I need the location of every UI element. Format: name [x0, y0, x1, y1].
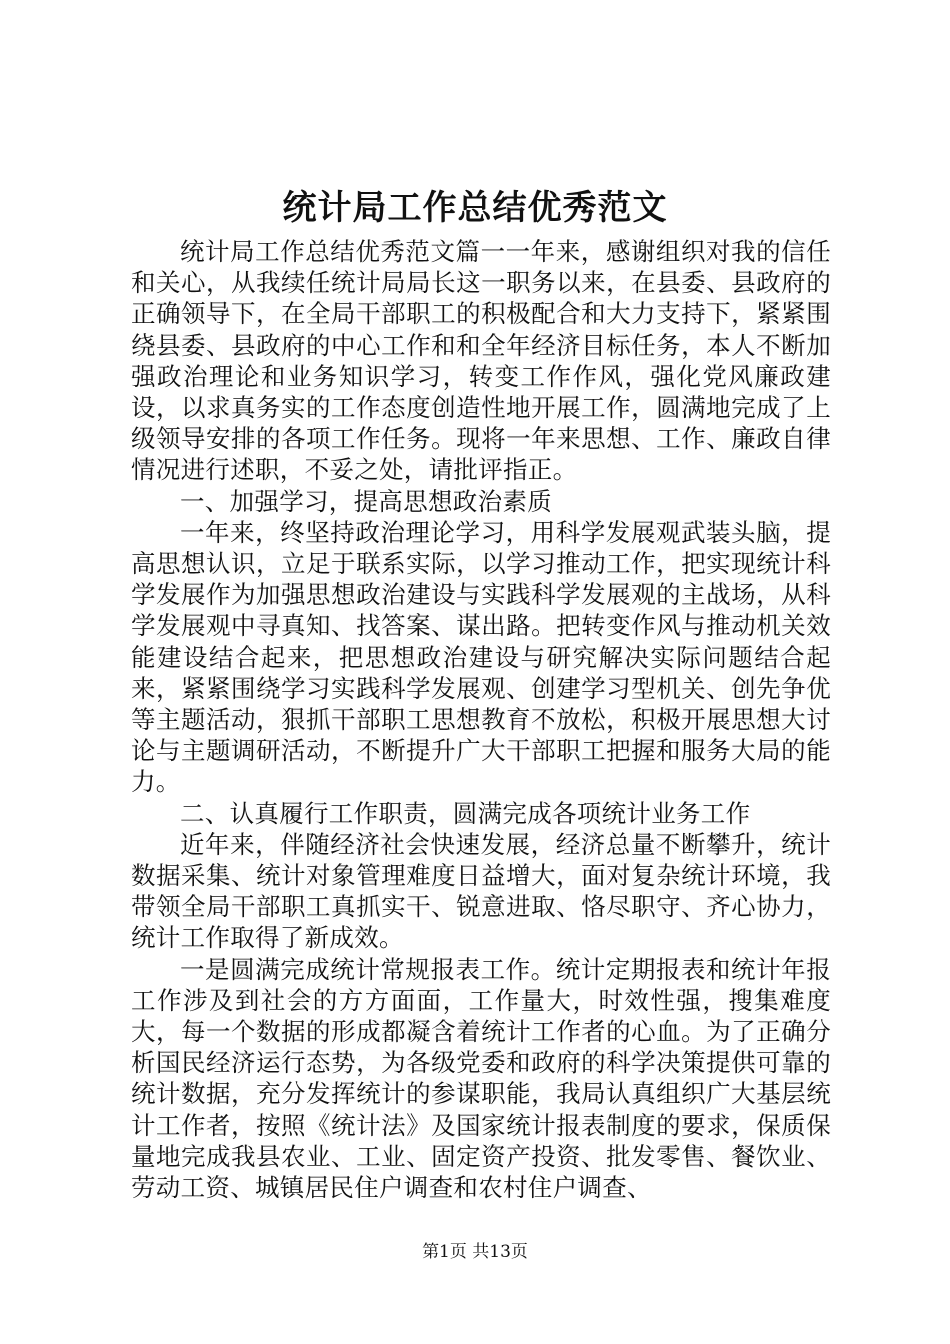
paragraph-reports: 一是圆满完成统计常规报表工作。统计定期报表和统计年报工作涉及到社会的方方面面，工作量大，时效性强，搜集难度大，每一个数据的形成都凝含着统计工作者的心血。为了正确分析国民经济运行态势，为各级党委和政府的科学决策提供可靠的统计数据，充分发挥统计的参谋职能，我局认真组织广大基层统计工作者，按照《统计法》及国家统计报表制度的要求，保质保量地完成我县农业、工业、固定资产投资、批发零售、餐饮业、劳动工资、城镇居民住户调查和农村住户调查、 — [131, 954, 831, 1203]
section-heading-1: 一、加强学习，提高思想政治素质 — [180, 486, 552, 516]
document-title: 统计局工作总结优秀范文 — [282, 188, 668, 228]
paragraph-intro: 统计局工作总结优秀范文篇一一年来，感谢组织对我的信任和关心，从我续任统计局局长这一职务以来，在县委、县政府的正确领导下，在全局干部职工的积极配合和大力支持下，紧紧围绕县委、县政府的中心工作和和全年经济目标任务，本人不断加强政治理论和业务知识学习，转变工作作风，强化党风廉政建设，以求真务实的工作态度创造性地开展工作，圆满地完成了上级领导安排的各项工作任务。现将一年来思想、工作、廉政自律情况进行述职，不妥之处，请批评指正。 — [131, 237, 831, 485]
page-number-footer: 第1页 共13页 — [422, 1242, 528, 1262]
paragraph-study: 一年来，终坚持政治理论学习，用科学发展观武装头脑，提高思想认识，立足于联系实际，以学习推动工作，把实现统计科学发展作为加强思想政治建设与实践科学发展观的主战场，从科学发展观中寻真知、找答案、谋出路。把转变作风与推动机关效能建设结合起来，把思想政治建设与研究解决实际问题结合起来，紧紧围绕学习实践科学发展观、创建学习型机关、创先争优等主题活动，狠抓干部职工思想教育不放松，积极开展思想大讨论与主题调研活动，不断提升广大干部职工把握和服务大局的能力。 — [131, 517, 831, 797]
section-heading-2: 二、认真履行工作职责，圆满完成各项统计业务工作 — [180, 798, 751, 828]
document-body — [131, 236, 831, 1203]
paragraph-recent-years: 近年来，伴随经济社会快速发展，经济总量不断攀升，统计数据采集、统计对象管理难度日益增大，面对复杂统计环境，我带领全局干部职工真抓实干、锐意进取、恪尽职守、齐心协力，统计工作取得了新成效。 — [131, 829, 831, 953]
